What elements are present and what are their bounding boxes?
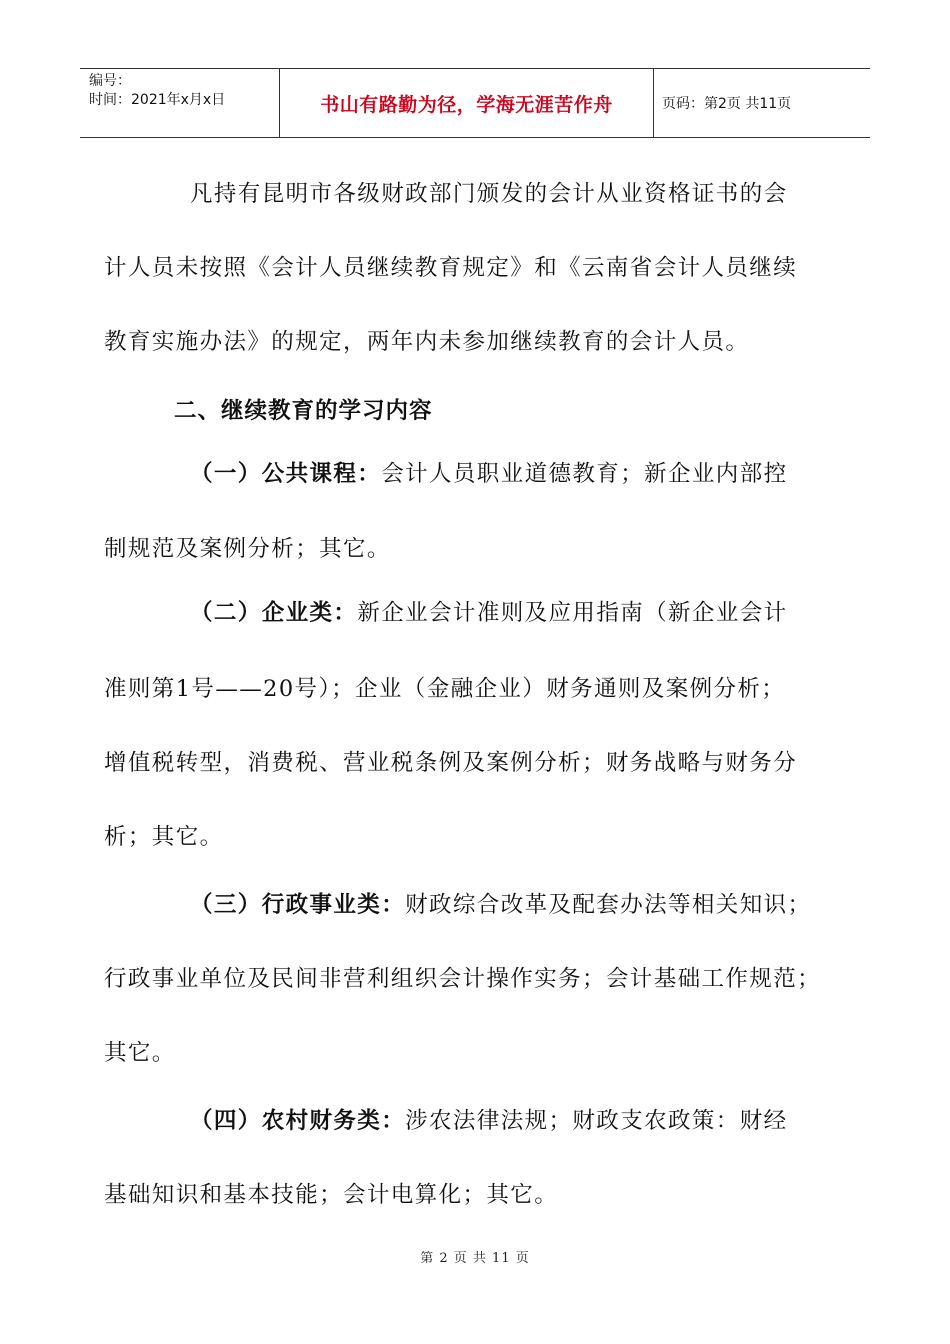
paragraph-line: 计人员未按照《会计人员继续教育规定》和《云南省会计人员继续 [104, 255, 798, 281]
header-number-label: 编号： [89, 73, 131, 89]
paragraph-line: 基础知识和基本技能；会计电算化；其它。 [104, 1182, 559, 1208]
paragraph-line: 制规范及案例分析；其它。 [104, 536, 391, 562]
section-title: 二、继续教育的学习内容 [174, 398, 433, 424]
paragraph-line [190, 889, 930, 921]
item-text: 涉农法律法规；财政支农政策：财经 [405, 1108, 788, 1134]
item-label: （二）企业类： [190, 600, 358, 626]
paragraph-line [190, 1105, 930, 1137]
document-header [80, 68, 870, 138]
item-label: （三）行政事业类： [190, 892, 406, 918]
item-text: 会计人员职业道德教育；新企业内部控 [381, 461, 788, 487]
item-label: （一）公共课程： [190, 461, 382, 487]
page-footer: 第 2 页 共 11 页 [420, 1251, 530, 1266]
paragraph-line: 准则第1号——20号）；企业（金融企业）财务通则及案例分析； [104, 676, 786, 702]
paragraph-line: 析；其它。 [104, 824, 224, 850]
paragraph-line: 行政事业单位及民间非营利组织会计操作实务；会计基础工作规范； [104, 966, 822, 992]
paragraph-line: 其它。 [104, 1040, 176, 1066]
item-text: 财政综合改革及配套办法等相关知识； [405, 892, 812, 918]
header-time-label: 时间：2021年x月x日 [89, 92, 226, 108]
paragraph-line: 凡持有昆明市各级财政部门颁发的会计从业资格证书的会 [190, 181, 788, 207]
header-motto: 书山有路勤为径，学海无涯苦作舟 [280, 69, 654, 137]
header-page-info: 页码：第2页 共11页 [662, 96, 792, 112]
header-meta-cell [80, 69, 280, 137]
paragraph-line [190, 458, 930, 490]
item-text: 新企业会计准则及应用指南（新企业会计 [357, 600, 788, 626]
paragraph-line [190, 597, 930, 629]
paragraph-line: 增值税转型，消费税、营业税条例及案例分析；财务战略与财务分 [104, 750, 798, 776]
item-label: （四）农村财务类： [190, 1108, 406, 1134]
paragraph-line: 教育实施办法》的规定，两年内未参加继续教育的会计人员。 [104, 329, 750, 355]
